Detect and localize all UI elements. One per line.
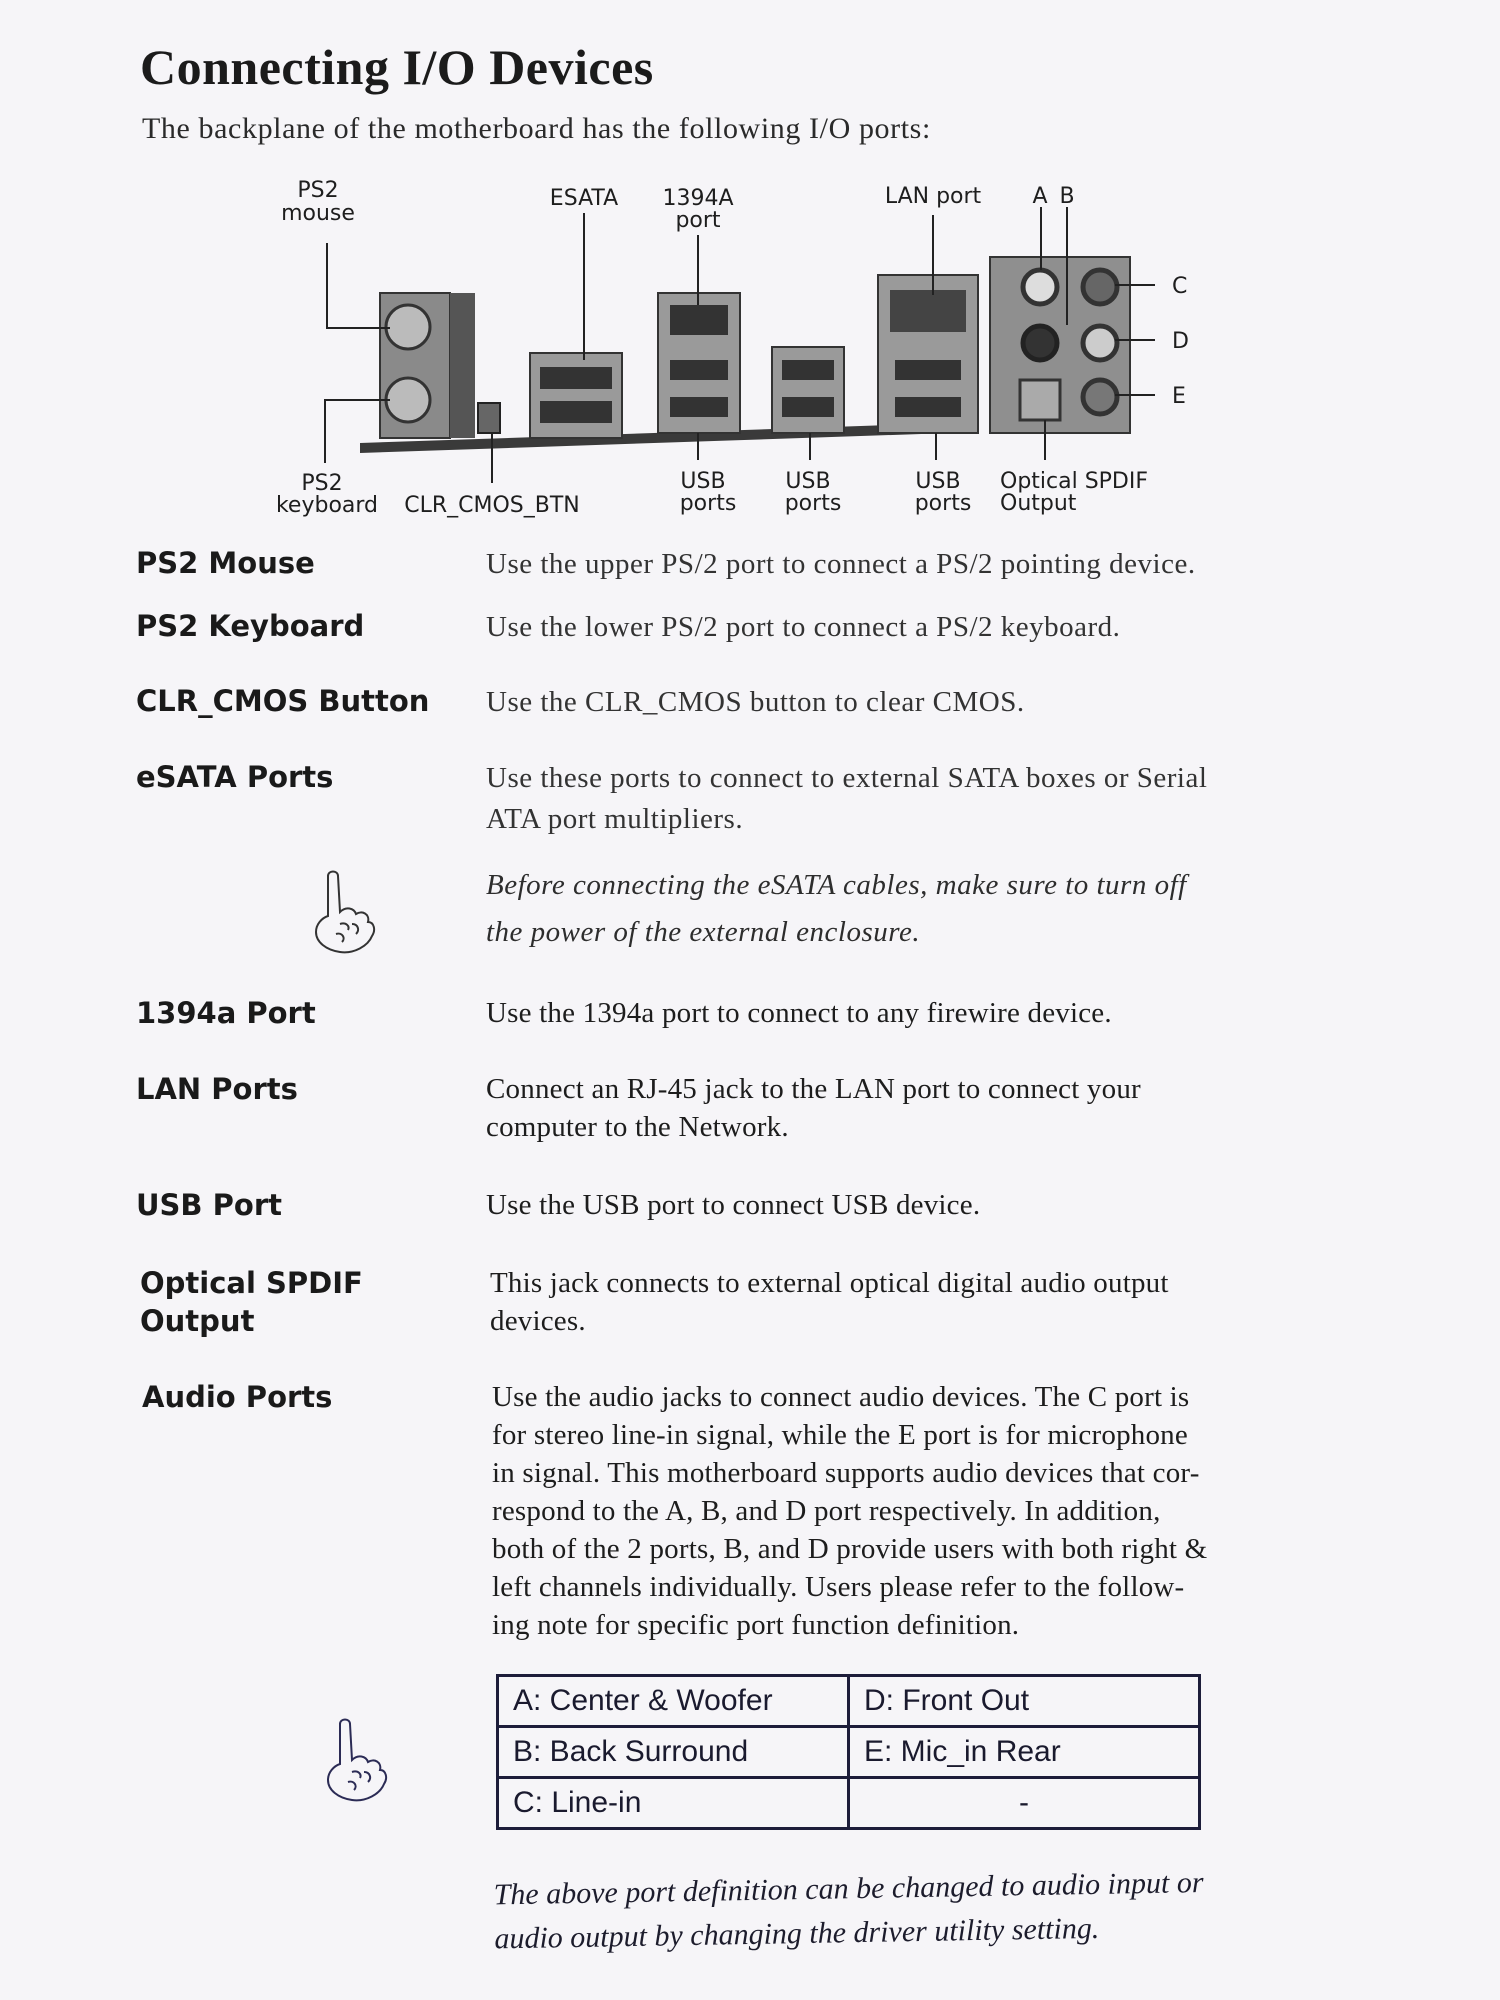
table-row [498, 1727, 1200, 1778]
audio-jack-b [1023, 326, 1057, 360]
usb-port-1a [670, 360, 728, 380]
label-clr-cmos: CLR_CMOS_BTN [404, 493, 580, 518]
desc-usb: Use the USB port to connect USB device. [486, 1189, 981, 1221]
term-audio: Audio Ports [142, 1380, 333, 1414]
term-ps2-mouse: PS2 Mouse [136, 546, 315, 580]
table-row [498, 1778, 1200, 1829]
desc-audio [492, 1378, 1322, 1644]
term-ps2-keyboard: PS2 Keyboard [136, 609, 365, 643]
ps2-side [450, 293, 475, 438]
term-lan: LAN Ports [136, 1072, 298, 1106]
label-usb1-1: USB [680, 469, 726, 494]
term-1394a: 1394a Port [136, 996, 316, 1030]
term-esata: eSATA Ports [136, 760, 334, 794]
label-lan: LAN port [884, 184, 982, 209]
table-row [498, 1676, 1200, 1727]
desc-spdif-line-1: This jack connects to external optical digital audio output [490, 1267, 1169, 1299]
audio-jack-c [1083, 270, 1117, 304]
label-usb2-1: USB [785, 469, 831, 494]
desc-ps2-keyboard: Use the lower PS/2 port to connect a PS/2 keyboard. [486, 611, 1121, 643]
label-usb1-2: ports [679, 491, 737, 516]
intro-text: The backplane of the motherboard has the following I/O ports: [142, 112, 931, 145]
term-spdif-line-1: Optical SPDIF [140, 1266, 363, 1300]
desc-spdif-line-2: devices. [490, 1305, 586, 1337]
table-cell: - [849, 1778, 1200, 1829]
bottom-note-line-2: audio output by changing the driver utility setting. [494, 1911, 1100, 1956]
desc-audio-line: left channels individually. Users please refer to the follow- [492, 1571, 1185, 1603]
backplane-diagram [250, 175, 1210, 530]
audio-jack-d [1083, 326, 1117, 360]
desc-ps2-mouse: Use the upper PS/2 port to connect a PS/2 pointing device. [486, 548, 1196, 580]
esata-note-line-1: Before connecting the eSATA cables, make sure to turn off [486, 869, 1187, 901]
label-spdif-1: Optical SPDIF [1000, 469, 1149, 494]
ps2-keyboard-port [386, 378, 430, 422]
desc-clr-cmos: Use the CLR_CMOS button to clear CMOS. [486, 686, 1025, 718]
label-c: C [1172, 274, 1188, 299]
usb-port-3b [895, 397, 961, 417]
backplane-illustration [250, 175, 1210, 530]
table-cell: D: Front Out [849, 1676, 1200, 1727]
port-1394a [670, 305, 728, 335]
audio-jack-e [1083, 380, 1117, 414]
audio-jack-a [1023, 270, 1057, 304]
desc-audio-line: ing note for specific port function definition. [492, 1609, 1020, 1641]
label-usb3-1: USB [915, 469, 961, 494]
desc-esata-line-1: Use these ports to connect to external SATA boxes or Serial [486, 762, 1208, 794]
label-ps2-mouse-2: mouse [281, 201, 355, 226]
term-spdif-line-2: Output [140, 1304, 255, 1338]
label-esata: ESATA [549, 186, 619, 211]
usb-port-1b [670, 397, 728, 417]
label-1394a-2: port [675, 208, 721, 233]
label-ps2-keyboard-2: keyboard [275, 493, 379, 518]
table-cell: E: Mic_in Rear [849, 1727, 1200, 1778]
table-cell: A: Center & Woofer [498, 1676, 849, 1727]
esata-note-line-2: the power of the external enclosure. [486, 916, 921, 948]
desc-spdif [490, 1264, 1340, 1340]
lan-port [890, 290, 966, 332]
page-title: Connecting I/O Devices [140, 39, 654, 95]
desc-audio-line: in signal. This motherboard supports audio devices that cor- [492, 1457, 1200, 1489]
bottom-note-line-1: The above port definition can be changed to audio input or [493, 1866, 1204, 1912]
desc-audio-line: respond to the A, B, and D port respectively. In addition, [492, 1495, 1161, 1527]
term-usb: USB Port [136, 1188, 282, 1222]
desc-lan-line-2: computer to the Network. [486, 1111, 789, 1143]
label-a: A [1032, 184, 1048, 209]
desc-audio-line: Use the audio jacks to connect audio devices. The C port is [492, 1381, 1190, 1413]
usb-port-3a [895, 360, 961, 380]
label-spdif-2: Output [1000, 491, 1077, 516]
desc-1394a: Use the 1394a port to connect to any firewire device. [486, 997, 1112, 1029]
label-d: D [1172, 329, 1189, 354]
label-usb3-2: ports [914, 491, 972, 516]
esata-port-1 [540, 367, 612, 389]
desc-lan [486, 1070, 1336, 1146]
esata-port-housing [530, 353, 622, 438]
optical-spdif-port [1020, 380, 1060, 420]
label-ps2-keyboard-1: PS2 [301, 471, 343, 496]
ps2-mouse-port [386, 305, 430, 349]
usb-pair-housing [772, 347, 844, 433]
clr-cmos-button-graphic [478, 403, 500, 433]
audio-port-table [496, 1674, 1201, 1830]
pointing-hand-icon [318, 1716, 392, 1806]
label-e: E [1172, 384, 1186, 409]
bottom-note [493, 1859, 1344, 1962]
usb-port-2a [782, 360, 834, 380]
desc-audio-line: both of the 2 ports, B, and D provide users with both right & [492, 1533, 1208, 1565]
esata-port-2 [540, 401, 612, 423]
pointing-hand-icon [306, 868, 380, 958]
desc-esata-line-2: ATA port multipliers. [486, 803, 744, 835]
desc-esata [486, 758, 1336, 840]
label-ps2-mouse-1: PS2 [297, 178, 339, 203]
desc-audio-line: for stereo line-in signal, while the E port is for microphone [492, 1419, 1188, 1451]
usb-port-2b [782, 397, 834, 417]
esata-note [486, 862, 1336, 956]
table-cell: C: Line-in [498, 1778, 849, 1829]
label-b: B [1059, 184, 1075, 209]
term-clr-cmos: CLR_CMOS Button [136, 684, 430, 718]
table-cell: B: Back Surround [498, 1727, 849, 1778]
label-usb2-2: ports [784, 491, 842, 516]
term-spdif [140, 1264, 470, 1340]
desc-lan-line-1: Connect an RJ-45 jack to the LAN port to connect your [486, 1073, 1141, 1105]
label-1394a-1: 1394A [662, 186, 734, 211]
